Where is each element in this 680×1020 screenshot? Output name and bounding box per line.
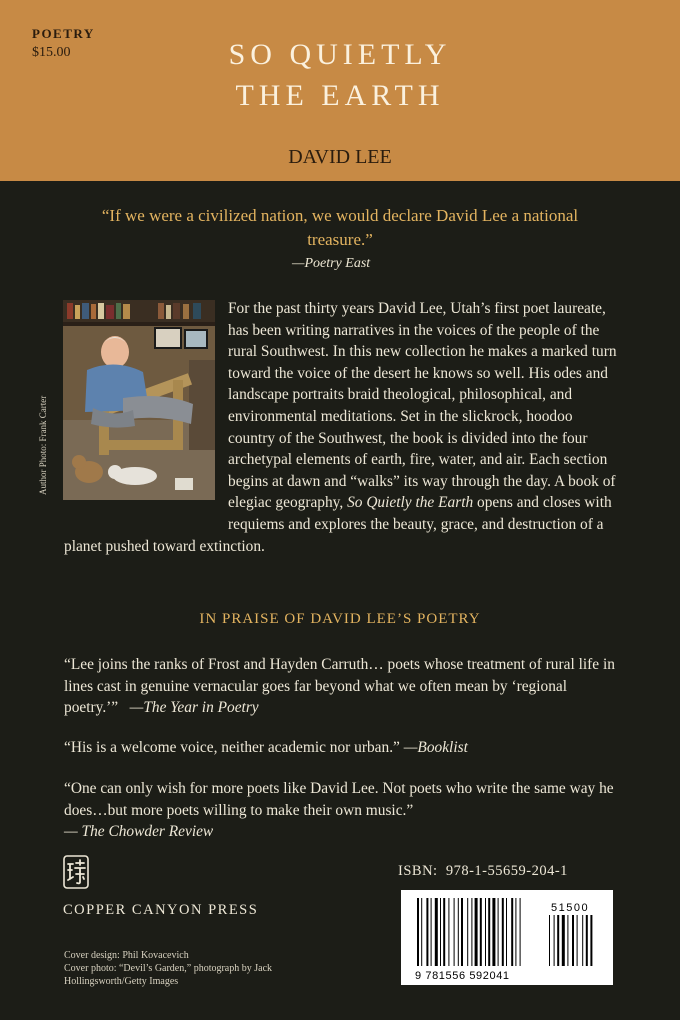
- barcode-addon-bar: [562, 915, 565, 966]
- barcode-bar: [431, 898, 432, 966]
- barcode-addon-bar: [586, 915, 588, 966]
- barcode-bar: [475, 898, 478, 966]
- genre-label: POETRY: [32, 26, 95, 41]
- barcode-bar: [506, 898, 507, 966]
- barcode-bar: [458, 898, 459, 966]
- barcode-bar: [480, 898, 482, 966]
- top-quote: “If we were a civilized nation, we would declare David Lee a national treasure.”: [101, 206, 579, 249]
- barcode-bar: [417, 898, 419, 966]
- praise-quote-3: [64, 778, 624, 843]
- barcode-bar: [488, 898, 490, 966]
- book-title-line-1: SO QUIETLY: [228, 38, 452, 71]
- barcode-addon-bar: [582, 915, 583, 966]
- barcode-bar: [492, 898, 495, 966]
- description-book-title: So Quietly the Earth: [347, 494, 474, 512]
- barcode: [401, 890, 613, 985]
- barcode-bar: [502, 898, 504, 966]
- isbn-number: 978-1-55659-204-1: [445, 863, 568, 879]
- top-quote-attribution: —Poetry East: [292, 256, 371, 271]
- barcode-addon-bar: [554, 915, 555, 966]
- photo-credit: Author Photo: Frank Carter: [38, 395, 48, 495]
- price-label: $15.00: [32, 45, 71, 60]
- praise-quote-1-attribution: —The Year in Poetry: [129, 699, 259, 717]
- praise-quote-3-text: “One can only wish for more poets like David Lee. Not poets who write the same way he does…but more poets willing to make their own music.”: [64, 780, 614, 819]
- praise-quote-3-attribution: — The Chowder Review: [64, 823, 214, 841]
- book-title-line-2: THE EARTH: [235, 79, 445, 112]
- publisher-name: COPPER CANYON PRESS: [63, 902, 259, 918]
- barcode-bar: [443, 898, 445, 966]
- barcode-bar: [467, 898, 468, 966]
- barcode-bar: [515, 898, 516, 966]
- barcode-addon-bar: [549, 915, 550, 966]
- praise-quote-2-attribution: —Booklist: [403, 739, 468, 756]
- barcode-bar: [498, 898, 499, 966]
- book-description: [64, 298, 622, 557]
- praise-quote-2-text: “His is a welcome voice, neither academic nor urban.”: [64, 739, 400, 756]
- barcode-addon-bar: [590, 915, 592, 966]
- barcode-bar: [454, 898, 455, 966]
- praise-heading: IN PRAISE OF DAVID LEE’S POETRY: [199, 611, 481, 627]
- cover-design-credit: Cover design: Phil Kovacevich: [64, 950, 189, 961]
- barcode-addon-bar: [577, 915, 578, 966]
- barcode-digits: 9 781556 592041: [415, 970, 510, 982]
- barcode-bar: [440, 898, 441, 966]
- cover-photo-credit: Cover photo: “Devil’s Garden,” photograph by Jack Hollingsworth/Getty Images: [64, 963, 273, 987]
- author-name: DAVID LEE: [288, 146, 392, 168]
- barcode-bar: [520, 898, 521, 966]
- barcode-bar: [421, 898, 422, 966]
- praise-quote-1: [64, 654, 624, 719]
- praise-quote-2: [64, 737, 624, 759]
- barcode-bar: [485, 898, 486, 966]
- barcode-bar: [461, 898, 463, 966]
- barcode-bar: [426, 898, 428, 966]
- praise-quote-1-text: “Lee joins the ranks of Frost and Hayden Carruth… poets whose treatment of rural life in lines cast in genuine vernacular goes far beyond what we often mean by ‘regional poetry.’”: [64, 656, 615, 717]
- isbn: [398, 863, 568, 880]
- cover-credits: [64, 949, 324, 988]
- barcode-bar: [435, 898, 438, 966]
- barcode-addon-bar: [572, 915, 574, 966]
- barcode-addon-bar: [567, 915, 568, 966]
- isbn-label: ISBN:: [398, 863, 438, 879]
- description-outro: opens and closes with requiems and explores the beauty, grace, and destruction of a planet pushed toward extinction.: [64, 494, 612, 555]
- barcode-price-code: 51500: [551, 902, 590, 914]
- barcode-bar: [471, 898, 472, 966]
- barcode-addon-bar: [557, 915, 559, 966]
- barcode-bar: [511, 898, 513, 966]
- description-intro: For the past thirty years David Lee, Utah’s first poet laureate, has been writing narratives in the voices of the people of the rural Southwest. In this new collection he makes a marked turn toward the voice of the desert he knows so well. His odes and landscape portraits braid theological, philosophical, and environmental meditations. Set in the slickrock, hoodoo country of the Southwest, the book is divided into the four archetypal elements of earth, fire, water, and air. Each section begins at dawn and “walks” its way through the day. A book of elegiac geography,: [228, 300, 617, 512]
- copper-canyon-logo-icon: [63, 855, 89, 889]
- photo-spacer: [64, 298, 228, 515]
- barcode-bar: [448, 898, 449, 966]
